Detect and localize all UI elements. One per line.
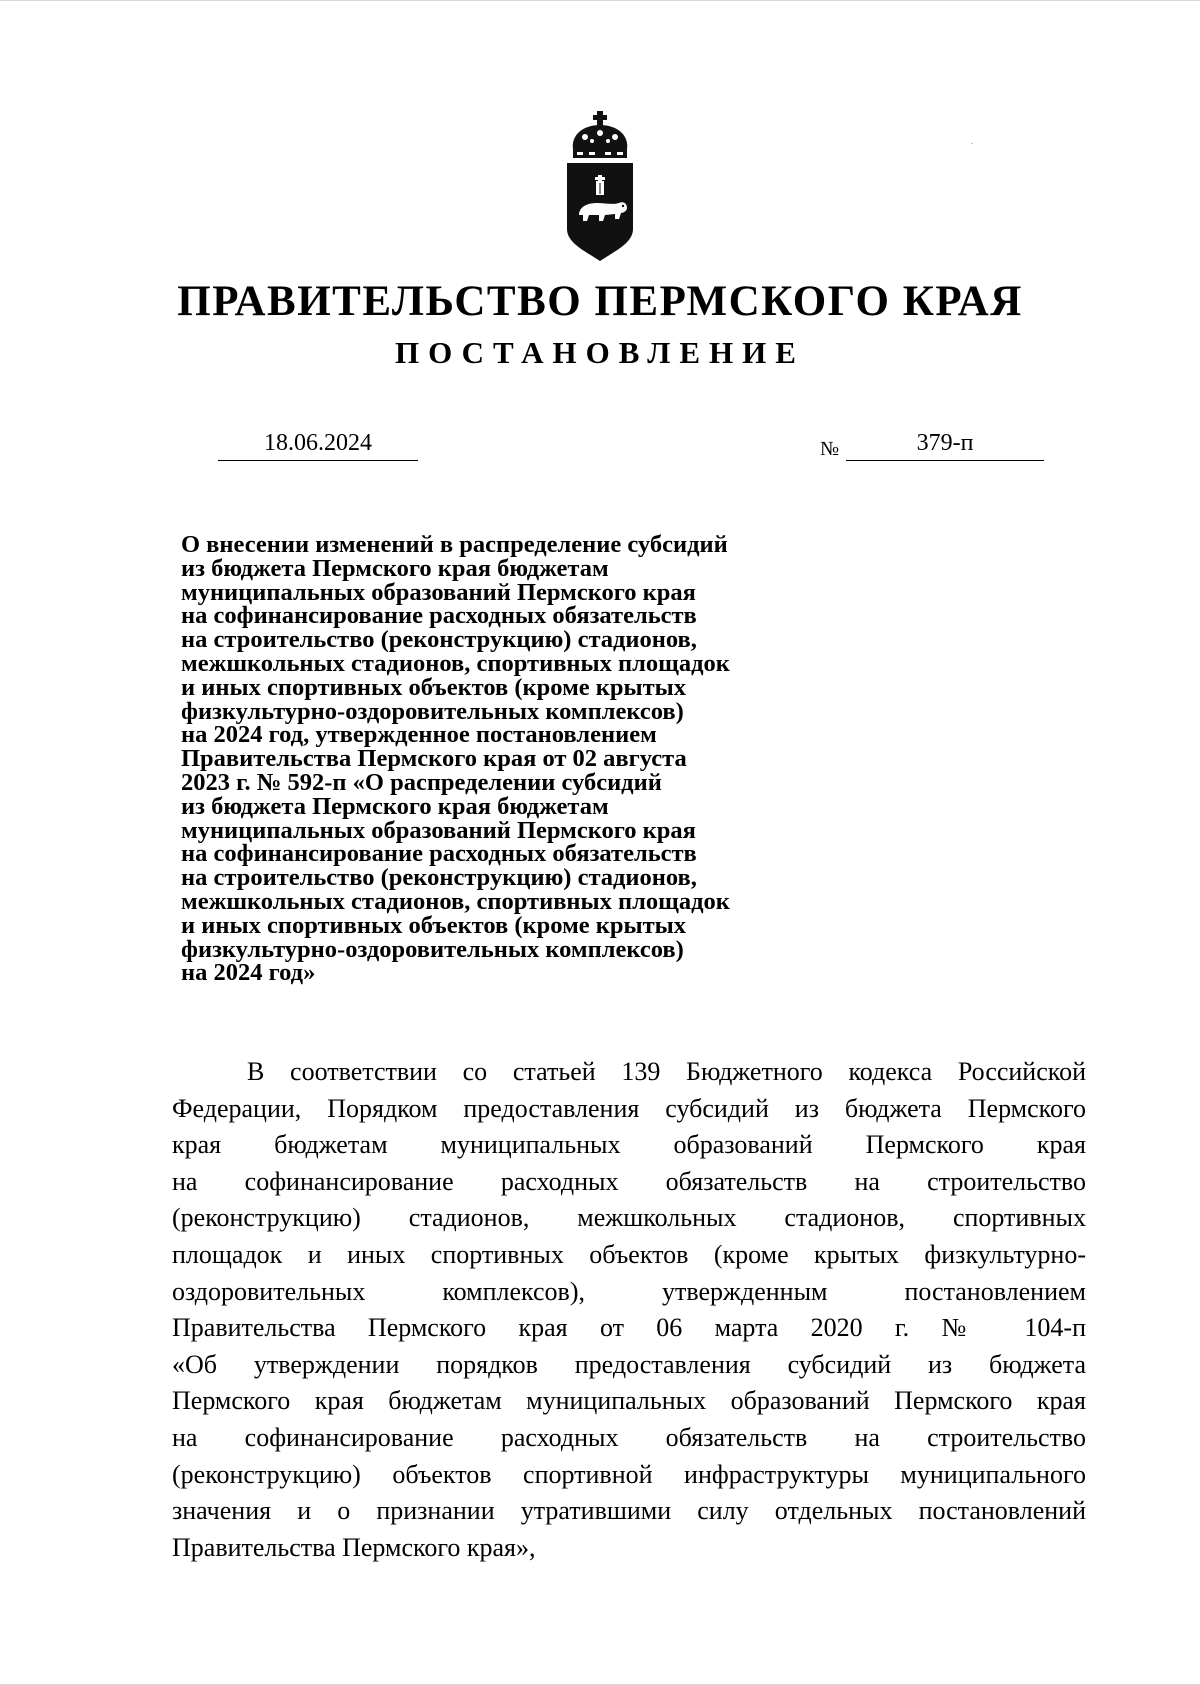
body-line: значения и о признании утратившими силу отдельных постановлений <box>172 1496 1086 1526</box>
subject-line: муниципальных образований Пермского края <box>181 816 696 844</box>
subject-line: на строительство (реконструкцию) стадионов, <box>181 864 697 892</box>
body-line: Федерации, Порядком предоставления субсидий из бюджета Пермского <box>172 1093 1086 1123</box>
body-line: В соответствии со статьей 139 Бюджетного кодекса Российской <box>247 1057 1086 1086</box>
body-paragraph <box>172 1054 1086 1566</box>
subject-line: муниципальных образований Пермского края <box>181 578 696 606</box>
coat-of-arms-icon <box>565 111 635 261</box>
subject-line: на 2024 год, утвержденное постановлением <box>181 721 657 749</box>
body-line: Правительства Пермского края от 06 марта 2020 г. № 104-п <box>172 1313 1086 1343</box>
document-date: 18.06.2024 <box>218 426 418 461</box>
number-sign: № <box>820 438 840 460</box>
body-line: (реконструкцию) стадионов, межшкольных стадионов, спортивных <box>172 1203 1086 1233</box>
subject-line: на 2024 год» <box>181 959 316 987</box>
subject-line: О внесении изменений в распределение субсидий <box>181 531 728 558</box>
subject-line: на строительство (реконструкцию) стадионов, <box>181 626 697 654</box>
document-type: ПОСТАНОВЛЕНИЕ <box>395 335 805 370</box>
subject-line: и иных спортивных объектов (кроме крытых <box>181 911 687 939</box>
body-line: края бюджетам муниципальных образований Пермского края <box>172 1130 1086 1160</box>
subject-line: 2023 г. № 592-п «О распределении субсидий <box>181 768 662 796</box>
body-line: оздоровительных комплексов), утвержденным постановлением <box>172 1276 1086 1306</box>
body-line: «Об утверждении порядков предоставления субсидий из бюджета <box>172 1349 1086 1379</box>
subject-line: на софинансирование расходных обязательств <box>181 602 697 630</box>
subject-line: Правительства Пермского края от 02 августа <box>181 745 687 773</box>
body-line: Пермского края бюджетам муниципальных образований Пермского края <box>172 1386 1086 1416</box>
subject-line: и иных спортивных объектов (кроме крытых <box>181 673 687 701</box>
body-line: (реконструкцию) объектов спортивной инфраструктуры муниципального <box>172 1459 1086 1489</box>
subject-line: из бюджета Пермского края бюджетам <box>181 554 609 582</box>
subject-line: физкультурно-оздоровительных комплексов) <box>181 935 684 963</box>
body-line: на софинансирование расходных обязательств на строительство <box>172 1422 1086 1452</box>
scan-mark: · <box>970 138 974 150</box>
subject-line: на софинансирование расходных обязательств <box>181 840 697 868</box>
document-subject <box>181 533 821 985</box>
body-line: площадок и иных спортивных объектов (кроме крытых физкультурно- <box>172 1239 1086 1269</box>
body-line: Правительства Пермского края», <box>172 1532 536 1562</box>
organization-title: ПРАВИТЕЛЬСТВО ПЕРМСКОГО КРАЯ <box>177 278 1023 325</box>
body-line: на софинансирование расходных обязательств на строительство <box>172 1166 1086 1196</box>
document-number: 379-п <box>846 426 1044 461</box>
subject-line: межшкольных стадионов, спортивных площадок <box>181 887 730 915</box>
subject-line: из бюджета Пермского края бюджетам <box>181 792 609 820</box>
subject-line: физкультурно-оздоровительных комплексов) <box>181 697 684 725</box>
subject-line: межшкольных стадионов, спортивных площадок <box>181 649 730 677</box>
